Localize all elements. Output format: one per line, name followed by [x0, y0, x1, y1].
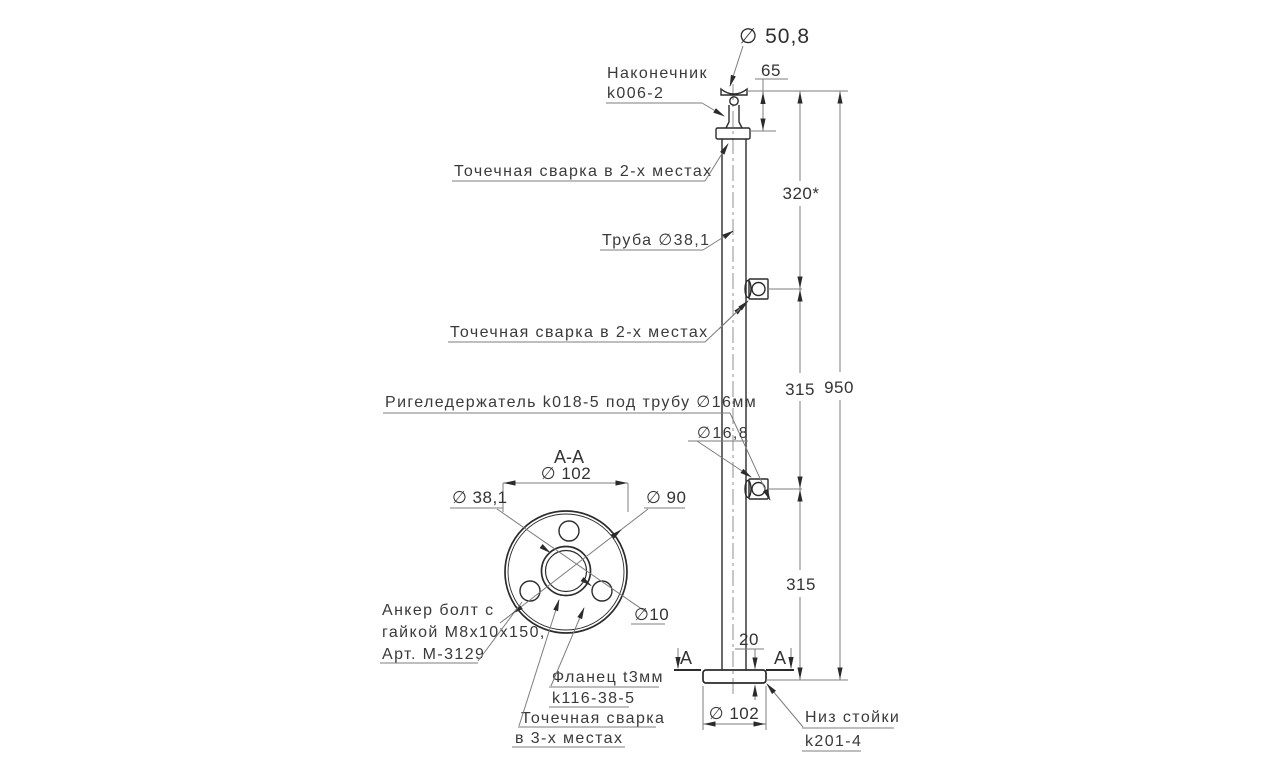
dim-section-tube: ∅ 38,1 [452, 488, 508, 507]
dim-315-lower: 315 [786, 575, 816, 594]
dim-base-diameter: ∅ 102 [708, 704, 760, 723]
label-holder-hole: ∅16,8 [697, 425, 750, 442]
tip-cap-k006-2 [721, 89, 747, 128]
label-tube: Труба ∅38,1 [602, 232, 711, 249]
dim-section-bolt-circle: ∅ 90 [646, 488, 687, 507]
dim-20: 20 [739, 630, 759, 649]
tip-washer [721, 89, 747, 95]
section-view-a-a [380, 447, 686, 747]
dim-tip-diameter: ∅ 50,8 [739, 25, 810, 48]
bolt-hole-left [520, 581, 540, 601]
tube-section-outer [542, 547, 591, 596]
label-weld-top: Точечная сварка в 2-х местах [454, 163, 713, 180]
diagonal-leader-1 [497, 509, 646, 612]
label-flange-line1: Фланец t3мм [552, 669, 664, 686]
label-weld3-line2: в 3-х местах [515, 730, 624, 747]
label-anchor-line2: гайкой М8х10х150, [382, 624, 546, 641]
section-letter-right: A [773, 648, 787, 668]
dim-65: 65 [761, 61, 781, 80]
callout-labels [383, 25, 900, 751]
label-holder: Ригеледержатель k018-5 под трубу ∅16мм [385, 394, 758, 411]
label-tip-line2: k006-2 [607, 85, 665, 102]
label-tip-line1: Наконечник [607, 65, 708, 82]
base-flange [703, 670, 766, 683]
tip-ball [730, 97, 738, 105]
rigel-holder-upper [745, 279, 768, 299]
bolt-hole-top [559, 521, 579, 541]
label-flange-line2: k116-38-5 [552, 690, 636, 707]
dim-315-upper: 315 [785, 380, 815, 399]
label-base-line1: Низ стойки [805, 709, 901, 726]
label-weld3-line1: Точечная сварка [521, 710, 666, 727]
dim-section-hole: ∅10 [634, 605, 670, 624]
section-title: A-A [553, 447, 585, 467]
label-anchor-line3: Арт. М-3129 [382, 646, 486, 663]
dim-950: 950 [824, 378, 854, 397]
section-letter-left: A [679, 648, 693, 668]
dim-320: 320* [782, 184, 820, 203]
label-weld-mid: Точечная сварка в 2-х местах [450, 324, 709, 341]
bolt-hole-right [592, 581, 612, 601]
label-base-line2: k201-4 [805, 733, 863, 750]
label-anchor-line1: Анкер болт с [382, 602, 495, 619]
dim-section-flange: ∅ 102 [540, 464, 592, 483]
tip-stem [726, 105, 742, 128]
